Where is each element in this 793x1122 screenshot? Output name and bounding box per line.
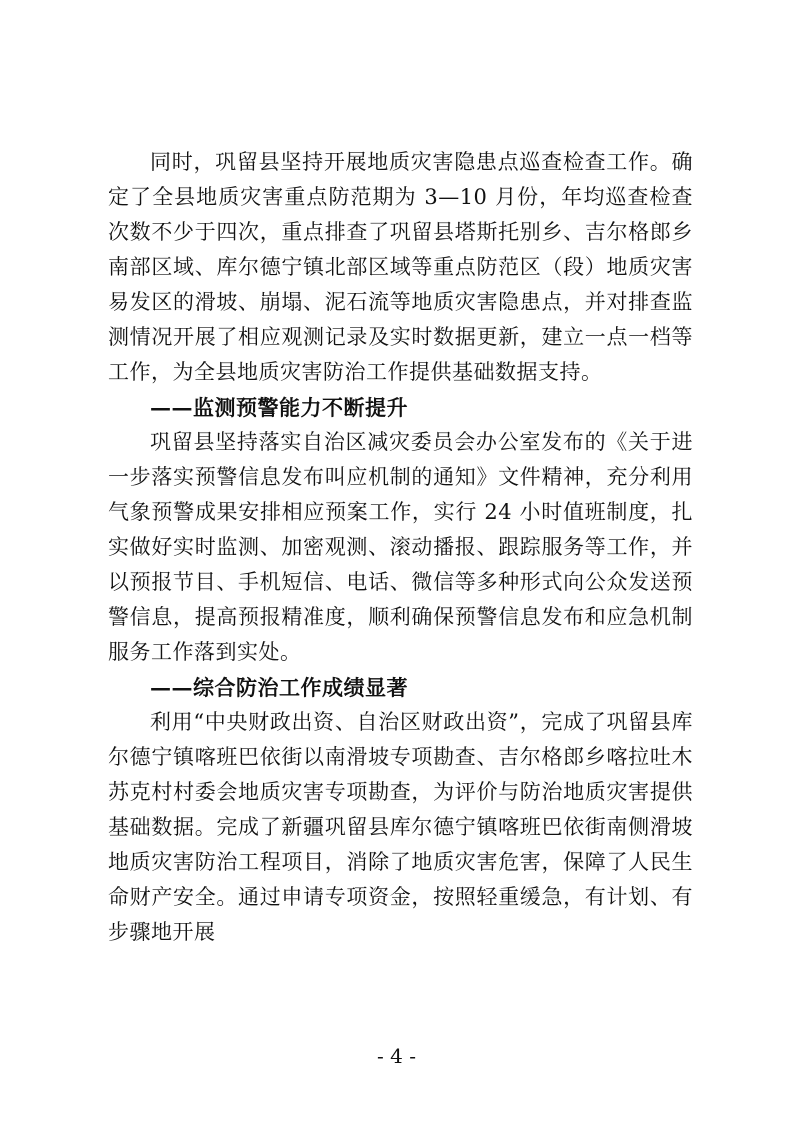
page-number: - 4 - <box>377 1044 416 1068</box>
document-body <box>108 145 693 950</box>
section-heading-monitoring: ——监测预警能力不断提升 <box>150 395 408 420</box>
section-heading-prevention: ——综合防治工作成绩显著 <box>150 675 408 700</box>
paragraph-inspection: 同时，巩留县坚持开展地质灾害隐患点巡查检查工作。确定了全县地质灾害重点防范期为 3—10 月份，年均巡查检查次数不少于四次，重点排查了巩留县塔斯托别乡、吉尔格郎乡南部区域、库尔德宁镇北部区域等重点防范区（段）地质灾害易发区的滑坡、崩塌、泥石流等地质灾害隐患点，并对排查监测情况开展了相应观测记录及实时数据更新，建立一点一档等工作，为全县地质灾害防治工作提供基础数据支持。 <box>108 150 693 384</box>
paragraph-warning: 巩留县坚持落实自治区减灾委员会办公室发布的《关于进一步落实预警信息发布叫应机制的通知》文件精神，充分利用气象预警成果安排相应预案工作，实行 24 小时值班制度，扎实做好实时监测、加密观测、滚动播报、跟踪服务等工作，并以预报节目、手机短信、电话、微信等多种形式向公众发送预警信息，提高预报精准度，顺利确保预警信息发布和应急机制服务工作落到实处。 <box>108 430 693 664</box>
paragraph-prevention: 利用“中央财政出资、自治区财政出资”，完成了巩留县库尔德宁镇喀班巴依街以南滑坡专项勘查、吉尔格郎乡喀拉吐木苏克村村委会地质灾害专项勘查，为评价与防治地质灾害提供基础数据。完成了新疆巩留县库尔德宁镇喀班巴依街南侧滑坡地质灾害防治工程项目，消除了地质灾害危害，保障了人民生命财产安全。通过申请专项资金，按照轻重缓急，有计划、有步骤地开展 <box>108 710 693 944</box>
